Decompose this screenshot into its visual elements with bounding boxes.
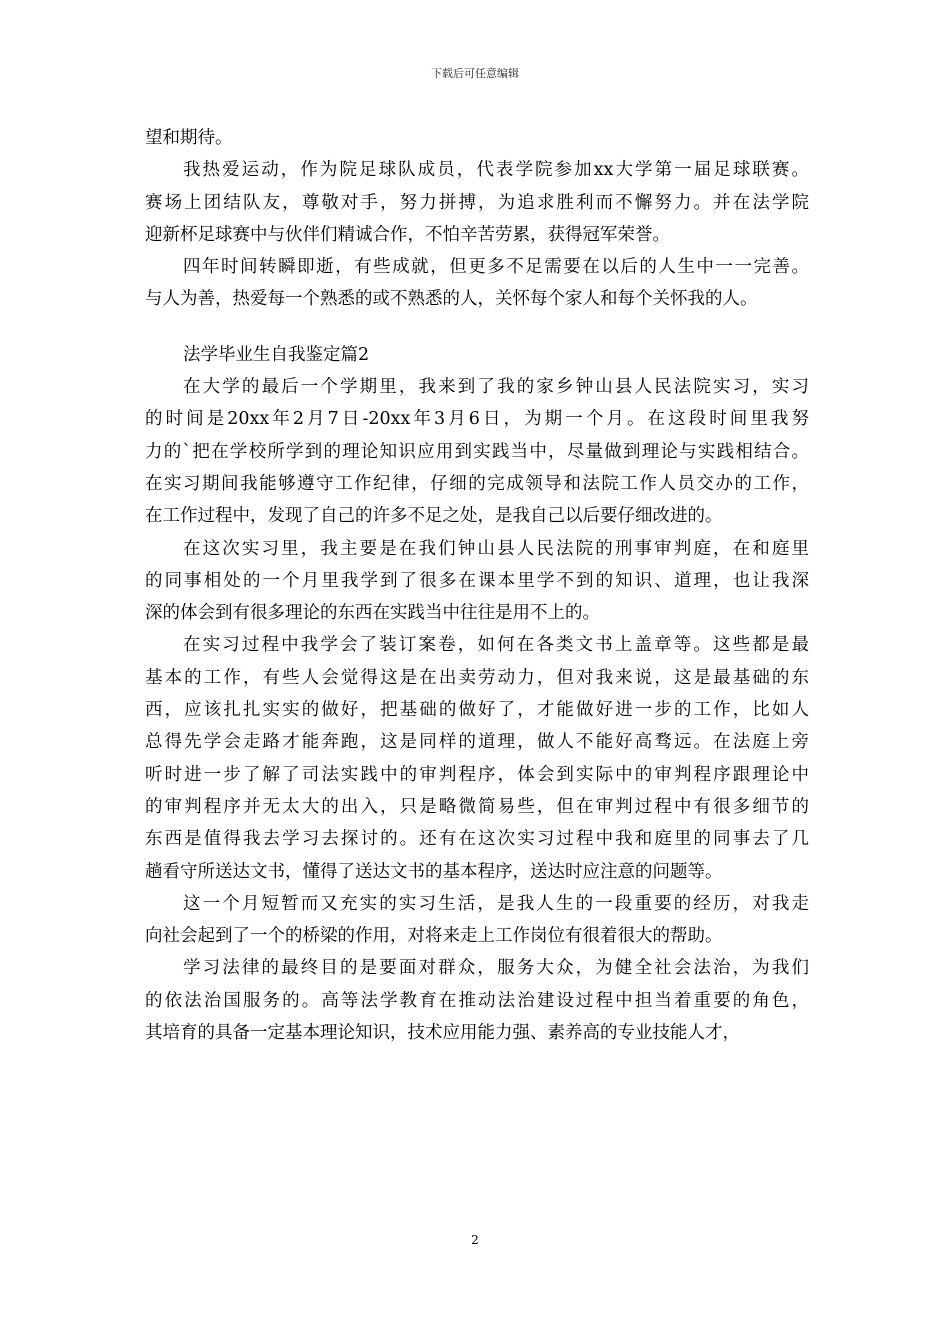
paragraph-line: 赛场上团结队友，尊敬对手，努力拼搏，为追求胜利而不懈努力。并在法学院 xyxy=(145,192,809,213)
paragraph xyxy=(145,533,809,630)
paragraph xyxy=(145,251,809,316)
paragraph-line: 东西是值得我去学习去探讨的。还有在这次实习过程中我和庭里的同事去了几 xyxy=(145,829,809,850)
paragraph-line: 的同事相处的一个月里我学到了很多在课本里学不到的知识、道理，也让我深 xyxy=(145,570,809,591)
paragraph xyxy=(145,154,809,251)
paragraph-line: 望和期待。 xyxy=(145,128,233,148)
paragraph-line: 学习法律的最终目的是要面对群众，服务大众，为健全社会法治，为我们 xyxy=(183,958,809,979)
paragraph-line: 在实习过程中我学会了装订案卷，如何在各类文书上盖章等。这些都是最 xyxy=(183,635,809,656)
paragraph-line: 在大学的最后一个学期里，我来到了我的家乡钟山县人民法院实习，实习 xyxy=(183,377,809,398)
paragraph-line: 听时进一步了解了司法实践中的审判程序，体会到实际中的审判程序跟理论中 xyxy=(145,764,809,785)
paragraph-line: 总得先学会走路才能奔跑，这是同样的道理，做人不能好高骛远。在法庭上旁 xyxy=(145,732,809,753)
section-gap xyxy=(145,316,809,339)
paragraph-line: 力的`把在学校所学到的理论知识应用到实践当中，尽量做到理论与实践相结合。 xyxy=(145,441,809,462)
paragraph xyxy=(145,888,809,953)
paragraph-line: 我热爱运动，作为院足球队成员，代表学院参加xx大学第一届足球联赛。 xyxy=(183,160,809,181)
paragraph-line: 在这次实习里，我主要是在我们钟山县人民法院的刑事审判庭，在和庭里 xyxy=(183,538,809,559)
paragraph-line: 迎新杯足球赛中与伙伴们精诚合作，不怕辛苦劳累，获得冠军荣誉。 xyxy=(145,224,670,245)
paragraph-line: 四年时间转瞬即逝，有些成就，但更多不足需要在以后的人生中一一完善。 xyxy=(183,257,809,278)
paragraph-line: 基本的工作，有些人会觉得这是在出卖劳动力，但对我来说，这是最基础的东 xyxy=(145,667,809,688)
paragraph xyxy=(145,371,809,532)
paragraph-line: 西，应该扎扎实实的做好，把基础的做好了，才能做好进一步的工作，比如人 xyxy=(145,700,809,721)
section-title: 法学毕业生自我鉴定篇2 xyxy=(183,344,370,365)
page-number: 2 xyxy=(471,1233,479,1247)
paragraph xyxy=(145,629,809,887)
paragraph-line: 在工作过程中，发现了自己的许多不足之处，是我自己以后要仔细改进的。 xyxy=(145,506,723,527)
paragraph-line: 在实习期间我能够遵守工作纪律，仔细的完成领导和法院工作人员交办的工作， xyxy=(145,473,809,494)
page-header: 下载后可任意编辑 xyxy=(431,67,519,80)
paragraph-line: 深的体会到有很多理论的东西在实践当中往往是用不上的。 xyxy=(145,603,600,624)
paragraph-line: 的审判程序并无太大的出入，只是略微简易些，但在审判过程中有很多细节的 xyxy=(145,796,809,817)
paragraph xyxy=(145,952,809,1049)
paragraph-line: 与人为善，热爱每一个熟悉的或不熟悉的人，关怀每个家人和每个关怀我的人。 xyxy=(145,289,758,310)
document-body xyxy=(145,122,809,1049)
paragraph-line: 其培育的具备一定基本理论知识，技术应用能力强、素养高的专业技能人才， xyxy=(145,1023,740,1044)
paragraph xyxy=(145,122,809,154)
paragraph-line: 向社会起到了一个的桥梁的作用，对将来走上工作岗位有很着很大的帮助。 xyxy=(145,926,723,947)
paragraph-line: 的依法治国服务的。高等法学教育在推动法治建设过程中担当着重要的角色， xyxy=(145,990,809,1011)
paragraph-line: 的时间是20xx年2月7日-20xx年3月6日，为期一个月。在这段时间里我努 xyxy=(145,409,809,430)
paragraph-line: 这一个月短暂而又充实的实习生活，是我人生的一段重要的经历，对我走 xyxy=(183,893,809,914)
paragraph-line: 趟看守所送达文书，懂得了送达文书的基本程序，送达时应注意的问题等。 xyxy=(145,861,723,882)
